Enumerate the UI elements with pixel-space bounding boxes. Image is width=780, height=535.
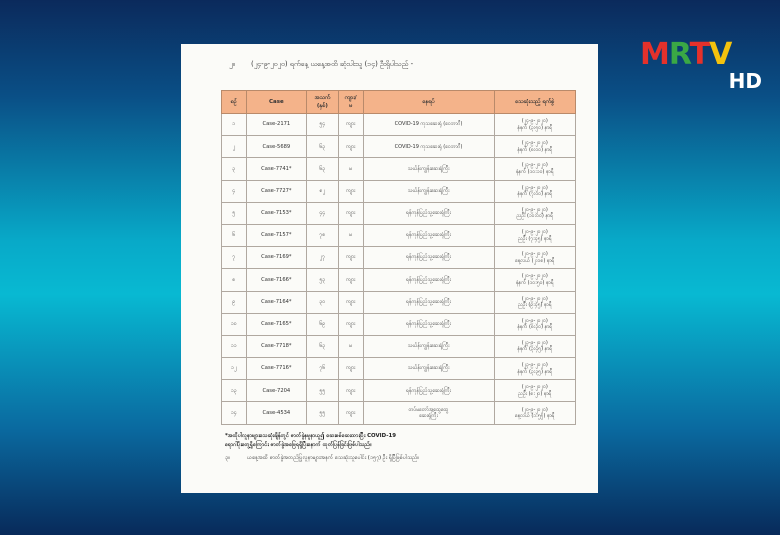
cell-age: ၇၆ <box>306 358 338 380</box>
cell-gender: မ <box>338 224 363 246</box>
cell-date-line-1: (၂၀-၉-၂၀၂၀) <box>521 273 548 280</box>
cell-date <box>494 269 575 291</box>
cell-date <box>494 180 575 202</box>
cell-age: ၅၅ <box>306 380 338 402</box>
cell-date-line-1: (၂၃-၉-၂၀၂၀) <box>521 162 548 169</box>
cell-date <box>494 114 575 136</box>
table-row <box>222 291 576 313</box>
table-row <box>222 180 576 202</box>
table-header-cell: နေရပ် <box>363 91 494 114</box>
cell-age: ၃၀ <box>306 291 338 313</box>
heading-number: ၂။ <box>229 60 235 68</box>
cell-case: Case-4534 <box>246 402 306 424</box>
table-row <box>222 335 576 357</box>
cell-gender: ကျား <box>338 180 363 202</box>
cell-age: ၆၃ <box>306 136 338 158</box>
cell-case: Case-7164* <box>246 291 306 313</box>
summary-text: ယနေ့အထိ ဓာတ်ခွဲအတည်ပြုလူနာများအနက် သေဆုံးသူပေါင်း (၁၅၇) ဦး ရှိပြီဖြစ်ပါသည်။ <box>247 455 420 461</box>
table-row <box>222 313 576 335</box>
cell-no: ၈ <box>222 269 247 291</box>
table-row <box>222 380 576 402</box>
cell-gender: ကျား <box>338 202 363 224</box>
cell-date-line-2: ညဦး (၇:၄၅) နာရီ <box>517 235 552 242</box>
cell-no: ၇ <box>222 247 247 269</box>
mrtv-hd-logo <box>640 37 770 96</box>
mrtv-wordmark: MRTV <box>640 37 732 72</box>
table-row <box>222 402 576 424</box>
cell-gender: မ <box>338 335 363 357</box>
cell-date <box>494 158 575 180</box>
cell-date <box>494 202 575 224</box>
cell-address: COVID-19 ကုသဆေးရုံ (ဝေဘာဂီ) <box>363 136 494 158</box>
cell-date <box>494 402 575 424</box>
cell-case: Case-2171 <box>246 114 306 136</box>
cell-age: ၈၂ <box>306 180 338 202</box>
cell-case: Case-7718* <box>246 335 306 357</box>
table-header-cell: အသက် (နှစ်) <box>306 91 338 114</box>
cell-case: Case-7165* <box>246 313 306 335</box>
cell-no: ၆ <box>222 224 247 246</box>
cell-no: ၅ <box>222 202 247 224</box>
cell-gender: ကျား <box>338 380 363 402</box>
table-row <box>222 269 576 291</box>
cell-date-line-1: (၂၀-၉-၂၀၂၀) <box>521 251 548 258</box>
cell-date-line-2: နံနက် (၈:၃၀) နာရီ <box>517 324 553 331</box>
cell-no: ၁၄ <box>222 402 247 424</box>
cell-address: သင်္ဃန်းကျွန်းဆေးရုံကြီး <box>363 358 494 380</box>
document-page <box>181 44 598 493</box>
cell-case: Case-5689 <box>246 136 306 158</box>
cell-address: သင်္ဃန်းကျွန်းဆေးရုံကြီး <box>363 180 494 202</box>
cell-date-line-2: နံနက် (၇:၀၀) နာရီ <box>517 191 553 198</box>
cell-date-line-2: နံနက် (၈:၀၀) နာရီ <box>517 146 553 153</box>
table-header-cell: ကျား/ မ <box>338 91 363 114</box>
table-header-cell: Case <box>246 91 306 114</box>
cell-date-line-1: (၂၀-၉-၂၀၂၀) <box>521 229 548 236</box>
cell-case: Case-7166* <box>246 269 306 291</box>
cell-date-line-1: (၂၀-၉-၂၀၂၀) <box>521 406 548 413</box>
cell-address: ရန်ကုန်ပြည်သူ့ဆေးရုံကြီး <box>363 291 494 313</box>
cell-date <box>494 136 575 158</box>
cell-gender: ကျား <box>338 358 363 380</box>
cell-gender: ကျား <box>338 136 363 158</box>
cell-date <box>494 380 575 402</box>
cell-no: ၄ <box>222 180 247 202</box>
cell-no: ၁၂ <box>222 358 247 380</box>
cell-case: Case-7153* <box>246 202 306 224</box>
cell-age: ၆၃ <box>306 158 338 180</box>
cell-address: ရန်ကုန်ပြည်သူ့ဆေးရုံကြီး <box>363 247 494 269</box>
cell-address: တပ်မတော်အထွေထွေ ဆေးရုံကြီး <box>363 402 494 424</box>
cell-age: ၅၅ <box>306 402 338 424</box>
document-heading <box>229 60 589 70</box>
cell-case: Case-7741* <box>246 158 306 180</box>
cell-date-line-2: နံနက် (၁၀:၅၀) နာရီ <box>515 279 554 286</box>
cell-age: ၂၇ <box>306 247 338 269</box>
footnote <box>225 432 580 461</box>
hd-badge: HD <box>728 69 762 93</box>
cell-gender: ကျား <box>338 269 363 291</box>
footnote-line-1: *အထိုပါလူနာများသေဆုံးချိန်တွင် ဓာတ်ခွဲနမူနာယူ၍ ဆေးစစ်ဆေးထားပြီး COVID-19 <box>225 433 396 439</box>
cell-date-line-1: (၂၄-၉-၂၀၂၀) <box>521 140 548 147</box>
cell-gender: ကျား <box>338 247 363 269</box>
cell-date-line-2: နေ့လယ် (၁:၅၅) နာရီ <box>514 413 555 420</box>
table-row <box>222 136 576 158</box>
cell-age: ၅၃ <box>306 269 338 291</box>
cell-date-line-1: (၂၀-၉-၂၀၂၀) <box>521 295 548 302</box>
cell-age: ၄၄ <box>306 202 338 224</box>
cell-date-line-1: (၂၃-၉-၂၀၂၀) <box>521 184 548 191</box>
cell-no: ၁ <box>222 114 247 136</box>
cell-date <box>494 224 575 246</box>
cell-gender: မ <box>338 158 363 180</box>
cell-gender: ကျား <box>338 402 363 424</box>
cell-no: ၃ <box>222 158 247 180</box>
table-row <box>222 114 576 136</box>
table-header-cell: သေဆုံးသည့် ရက်စွဲ <box>494 91 575 114</box>
cell-no: ၁၁ <box>222 335 247 357</box>
cell-date-line-1: (၂၀-၉-၂၀၂၀) <box>521 206 548 213</box>
cell-address: ရန်ကုန်ပြည်သူ့ဆေးရုံကြီး <box>363 202 494 224</box>
cell-address: ရန်ကုန်ပြည်သူ့ဆေးရုံကြီး <box>363 224 494 246</box>
cell-date-line-2: နံနက် (၃:၅၀) နာရီ <box>517 124 553 131</box>
cell-age: ၆၃ <box>306 335 338 357</box>
footnote-line-2: ရောဂါပိုးတွေ့ရှိကြောင်း ဓာတ်ခွဲအဖြေရရှိပြီးနောက် ထုတ်ပြန်ခြင်းဖြစ်ပါသည်။ <box>225 442 372 448</box>
table-header-cell: စဉ် <box>222 91 247 114</box>
cell-date-line-1: (၂၀-၉-၂၀၂၀) <box>521 384 548 391</box>
cell-date <box>494 358 575 380</box>
cell-date-line-2: နံနက် (၃:၄၅) နာရီ <box>517 346 553 353</box>
cell-case: Case-7727* <box>246 180 306 202</box>
table-body <box>222 114 576 425</box>
cell-date-line-2: ညဦး (၉:၄၅) နာရီ <box>517 302 552 309</box>
summary-item <box>225 454 419 463</box>
cell-age: ၅၄ <box>306 114 338 136</box>
cell-age: ၆၉ <box>306 313 338 335</box>
table-header-row <box>222 91 576 114</box>
cell-date-line-1: (၂၃-၉-၂၀၂၀) <box>521 362 548 369</box>
table-row <box>222 202 576 224</box>
cell-case: Case-7204 <box>246 380 306 402</box>
cell-case: Case-7169* <box>246 247 306 269</box>
cell-date <box>494 291 575 313</box>
cell-gender: ကျား <box>338 291 363 313</box>
table-row <box>222 247 576 269</box>
cell-address: ရန်ကုန်ပြည်သူ့ဆေးရုံကြီး <box>363 380 494 402</box>
heading-text: (၂၄-၉-၂၀၂၀) ရက်နေ့ ယနေ့အထိ ဆုံးပါးသူ (၁၄) ဦးရှိပါသည် - <box>251 60 414 68</box>
cell-date-line-1: (၂၀-၉-၂၀၂၀) <box>521 317 548 324</box>
cell-date-line-2: နံနက် (၃:၃၅) နာရီ <box>517 368 553 375</box>
cell-date <box>494 313 575 335</box>
table-row <box>222 158 576 180</box>
cell-date-line-1: (၂၄-၉-၂၀၂၀) <box>521 118 548 125</box>
cell-address: သင်္ဃန်းကျွန်းဆေးရုံကြီး <box>363 335 494 357</box>
cell-case: Case-7716* <box>246 358 306 380</box>
cell-date-line-2: နံနက် (၁၀:၁၀) နာရီ <box>515 168 554 175</box>
table-row <box>222 224 576 246</box>
cell-address: ရန်ကုန်ပြည်သူ့ဆေးရုံကြီး <box>363 313 494 335</box>
deaths-table <box>221 90 576 425</box>
cell-address: သင်္ဃန်းကျွန်းဆေးရုံကြီး <box>363 158 494 180</box>
cell-date <box>494 335 575 357</box>
cell-address: COVID-19 ကုသဆေးရုံ (ဝေဘာဂီ) <box>363 114 494 136</box>
cell-no: ၉ <box>222 291 247 313</box>
cell-date <box>494 247 575 269</box>
summary-number: ၃။ <box>225 455 230 461</box>
cell-address: ရန်ကုန်ပြည်သူ့ဆေးရုံကြီး <box>363 269 494 291</box>
cell-date-line-2: နေ့လယ် (၂:၀၈) နာရီ <box>515 257 555 264</box>
cell-no: ၁၃ <box>222 380 247 402</box>
cell-date-line-1: (၂၃-၉-၂၀၂၀) <box>521 339 548 346</box>
cell-date-line-2: ညဦး (၁၀:၀၀) နာရီ <box>516 213 553 220</box>
cell-no: ၁၀ <box>222 313 247 335</box>
cell-gender: ကျား <box>338 114 363 136</box>
cell-date-line-2: ညဦး (၈:၂၀) နာရီ <box>518 390 552 397</box>
cell-no: ၂ <box>222 136 247 158</box>
cell-case: Case-7157* <box>246 224 306 246</box>
table-row <box>222 358 576 380</box>
cell-gender: ကျား <box>338 313 363 335</box>
cell-age: ၇၈ <box>306 224 338 246</box>
